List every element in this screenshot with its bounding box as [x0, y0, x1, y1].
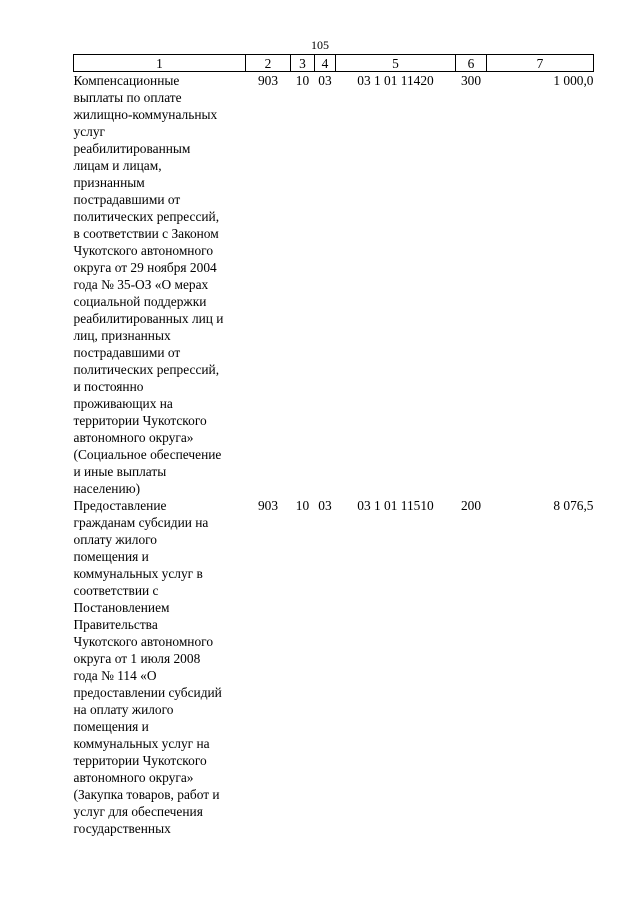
table-row — [74, 72, 594, 498]
row-amount: 8 076,5 — [553, 498, 594, 513]
header-col-4: 4 — [315, 55, 336, 72]
row-ministry-code: 903 — [257, 498, 279, 513]
header-col-3: 3 — [291, 55, 315, 72]
header-col-2: 2 — [246, 55, 291, 72]
header-col-7: 7 — [487, 55, 594, 72]
row-ministry-code: 903 — [257, 73, 279, 88]
row-amount: 1 000,0 — [553, 73, 594, 88]
row-subsection: 03 — [318, 73, 332, 88]
row-name: Предоставление гражданам субсидии на оплату жилого помещения и коммунальных услуг в соответствии с Постановлением Правительства Чукотского автономного округа от 1 июля 2008 года № 114 «О предоставлении субсидий на оплату жилого помещения и коммунальных услуг на территории Чукотского автономного округа» (Закупка товаров, работ и услуг для обеспечения государственных — [73, 498, 222, 836]
table-row — [74, 497, 594, 837]
table-header-row — [74, 55, 594, 72]
header-col-6: 6 — [456, 55, 487, 72]
row-section: 10 — [295, 498, 310, 513]
header-col-5: 5 — [336, 55, 456, 72]
row-expense-type: 300 — [460, 73, 482, 88]
row-section: 10 — [295, 73, 310, 88]
row-expense-type: 200 — [460, 498, 482, 513]
page-number: 105 — [311, 38, 329, 52]
row-target-article: 03 1 01 11420 — [357, 73, 434, 88]
row-name: Компенсационные выплаты по оплате жилищно-коммунальных услуг реабилитированным лицам и лицам, признанным пострадавшими от политических репрессий, в соответствии с Законом Чукотского автономного округа от 29 ноября 2004 года № 35-ОЗ «О мерах социальной поддержки реабилитированных лиц и лиц, признанных пострадавшими от политических репрессий, и постоянно проживающих на территории Чукотского автономного округа» (Социальное обеспечение и иные выплаты населению) — [73, 73, 224, 496]
row-target-article: 03 1 01 11510 — [357, 498, 434, 513]
header-col-1: 1 — [74, 55, 246, 72]
budget-table — [73, 54, 594, 837]
row-subsection: 03 — [318, 498, 332, 513]
